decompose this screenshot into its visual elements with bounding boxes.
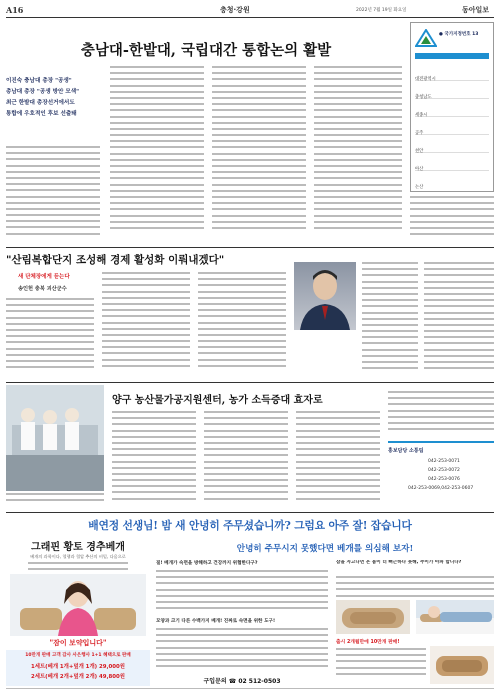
lead-story bbox=[6, 22, 406, 244]
ranking-row-label: 대전광역시 bbox=[415, 77, 436, 82]
ad-pillow-photo bbox=[336, 600, 410, 634]
ranking-note bbox=[410, 196, 494, 240]
pillow-ad bbox=[6, 514, 494, 688]
farm-photo-caption bbox=[6, 493, 104, 507]
ad-top-rule bbox=[6, 512, 494, 513]
ad-model-photo bbox=[10, 574, 146, 636]
portrait-photo bbox=[294, 262, 356, 330]
ad-text-block-4 bbox=[336, 648, 426, 684]
ad-text-block-3 bbox=[336, 576, 494, 598]
farm-body-col-4 bbox=[388, 391, 494, 437]
lead-intro bbox=[6, 76, 101, 120]
intro-line: 통합에 우호적인 후보 선출돼 bbox=[6, 111, 77, 117]
ad-sleeper-photo bbox=[416, 600, 494, 634]
ranking-row bbox=[415, 101, 489, 117]
quote-body-col-4 bbox=[362, 262, 418, 374]
lead-body-col-4 bbox=[314, 66, 402, 240]
ad-text-block-1 bbox=[156, 570, 328, 616]
price-option-2: 2세트(베개 2개+덮개 2개) 49,800원 bbox=[31, 674, 125, 680]
ranking-row-label: 세종시 bbox=[415, 113, 428, 118]
farm-body-col-1 bbox=[112, 411, 196, 505]
paper-logo: 동아일보 bbox=[462, 5, 490, 14]
ad-product-photo bbox=[430, 646, 494, 684]
ranking-box bbox=[410, 22, 494, 192]
ad-phone: 구입문의 ☎ 02 512-0503 bbox=[203, 678, 281, 685]
ad-subhead: 안녕히 주무시지 못했다면 베개를 의심해 보자! bbox=[236, 544, 414, 554]
ranking-row-label: 공주 bbox=[415, 131, 424, 136]
lead-body-col-1 bbox=[6, 146, 100, 240]
ranking-row bbox=[415, 155, 489, 171]
quote-headline: "산림복합단지 조성해 경제 활성화 이뤄내겠다" bbox=[6, 254, 225, 266]
contact-box bbox=[388, 441, 494, 503]
section-rule-1 bbox=[6, 247, 494, 248]
ranking-row-label: 아산 bbox=[415, 167, 424, 172]
ranking-row-label: 충청남도 bbox=[415, 95, 432, 100]
header-rule bbox=[6, 17, 494, 18]
lead-headline: 충남대-한밭대, 국립대간 통합논의 활발 bbox=[80, 42, 332, 59]
farm-photo bbox=[6, 385, 104, 491]
ad-text-block-2 bbox=[156, 628, 328, 674]
farm-story bbox=[6, 385, 494, 507]
intro-line: 최근 한밭대 총장선거에서도 bbox=[6, 100, 75, 106]
price-title: 10만개 판매 고객 감사 사은행사 1+1 혜택으로 판매 bbox=[25, 653, 131, 658]
intro-line: 이진숙 충남대 총장 "공생" bbox=[6, 78, 72, 84]
ranking-row bbox=[415, 173, 489, 189]
ranking-row-label: 천안 bbox=[415, 149, 424, 154]
ad-question-1: 질! 베개가 숙면을 방해하고 건강까지 위협한다구? bbox=[156, 561, 258, 566]
contact-title: 홍보담당 소통팀 bbox=[388, 448, 424, 454]
sleeping-person-icon bbox=[416, 600, 494, 634]
ranking-row bbox=[415, 83, 489, 99]
ranking-logo bbox=[415, 29, 437, 47]
quote-subhead2: 송인헌 충북 괴산군수 bbox=[18, 286, 67, 292]
quote-body-col-2 bbox=[102, 272, 190, 374]
quote-subhead: 새 단체장에게 듣는다 bbox=[18, 274, 70, 280]
ranking-row bbox=[415, 137, 489, 153]
quote-story bbox=[6, 250, 494, 378]
person-icon bbox=[294, 262, 356, 330]
farm-headline: 양구 농산물가공지원센터, 농가 소득증대 효자로 bbox=[112, 395, 323, 406]
intro-line: 총남대 총장 "공생 방안 모색" bbox=[6, 89, 80, 95]
model-with-pillow-icon bbox=[10, 574, 146, 636]
factory-photo-icon bbox=[6, 385, 104, 491]
issue-date: 2022년 7월 19일 화요일 bbox=[356, 8, 407, 13]
quote-body-col-1 bbox=[6, 298, 94, 374]
ad-headline: 배연정 선생님! 밤 새 안녕히 주무셨습니까? 그럼요 아주 잘! 잡습니다 bbox=[88, 519, 412, 532]
ranking-row bbox=[415, 65, 489, 81]
farm-body-col-3 bbox=[296, 411, 380, 505]
lead-body-col-2 bbox=[110, 66, 204, 240]
ad-product-desc bbox=[28, 562, 128, 572]
contact-line: 042-253-0069,042-253-0607 bbox=[408, 486, 474, 491]
ad-bottom-rule bbox=[6, 688, 494, 689]
ad-price-box bbox=[6, 650, 150, 686]
ranking-row-label: 논산 bbox=[415, 185, 424, 190]
page-header bbox=[6, 3, 494, 17]
quote-body-col-3 bbox=[198, 272, 286, 374]
ranking-row bbox=[415, 119, 489, 135]
ad-product-title: 그래핀 황토 경추베개 bbox=[31, 542, 125, 553]
ad-question-2: 잠을 자고나면 온 몸이 더 뻐근하다 못해, 주이가 아파 합니다? bbox=[336, 560, 462, 565]
ad-question-4: 출시 2개월만에 10만개 판매! bbox=[336, 640, 400, 645]
farm-body-col-2 bbox=[204, 411, 288, 505]
ad-question-3: 모양과 크기 다른 수백가지 베개! 진짜로 숙면을 위한 도구! bbox=[156, 619, 276, 624]
page-number: A16 bbox=[6, 5, 24, 15]
ranking-tabs bbox=[415, 53, 489, 59]
ranking-title: ● 국가지정번호 13 bbox=[439, 32, 479, 37]
contact-line: 042-253-0076 bbox=[428, 477, 460, 482]
pillow-icon bbox=[336, 600, 410, 634]
ad-caption: "잠이 보약입니다" bbox=[49, 638, 107, 647]
quote-body-col-5 bbox=[424, 262, 494, 374]
contact-line: 042-253-0071 bbox=[428, 459, 460, 464]
lead-body-col-3 bbox=[212, 66, 306, 240]
pillow-product-icon bbox=[430, 646, 494, 684]
section-name: 충청·강원 bbox=[220, 6, 250, 14]
ad-product-sub: 베개의 과학이다, 혈행과 혈압 추산의 비밀, 다음으로 bbox=[30, 554, 126, 559]
triangle-logo-icon bbox=[415, 29, 437, 47]
section-rule-2 bbox=[6, 382, 494, 383]
price-option-1: 1세트(베개 1개+덮개 1개) 29,000원 bbox=[31, 664, 125, 670]
contact-line: 042-253-0072 bbox=[428, 468, 460, 473]
